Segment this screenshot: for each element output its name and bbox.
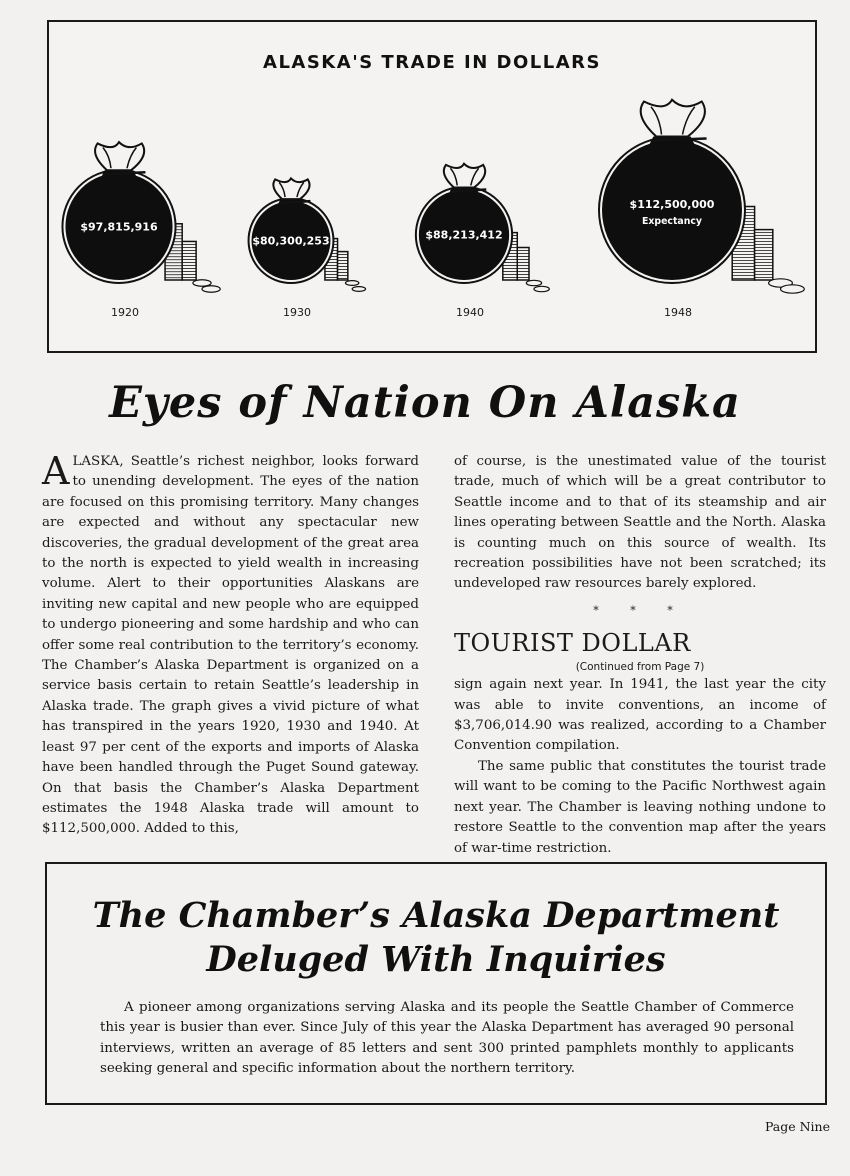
bag-value-label: $97,815,916 [80, 220, 158, 234]
article-right-column [454, 452, 826, 859]
drop-cap: A [42, 449, 70, 493]
chart-title: ALASKA'S TRADE IN DOLLARS [263, 52, 601, 73]
year-label: 1948 [664, 306, 692, 319]
continued-note: (Continued from Page 7) [575, 661, 705, 674]
article-left-text: LASKA, Seattle’s richest neighbor, looks forward to unending development. The eyes of the nation are focused on this promising territory. Many changes are expected and without any spectacular new discoveries, the gradual development of the great area to the north is expected to yield wealth in increasing volume. Alert to their opportunities Alaskans are inviting new capital and new people who are equipped to undergo pioneering and some hardship and who can offer some real contribution to the territory’s economy. The Chamber’s Alaska Department is organized on a service basis certain to retain Seattle’s leadership in Alaska trade. The graph gives a vivid picture of what has transpired in the years 1920, 1930 and 1940. At least 97 per cent of the exports and imports of Alaska have been handled through the Puget Sound gateway. On that basis the Chamber’s Alaska Department estimates the 1948 Alaska trade will amount to $112,500,000. Added to this, [42, 454, 419, 837]
trade-chart [47, 20, 817, 353]
money-bag-1940 [416, 164, 549, 319]
year-label: 1940 [456, 306, 484, 319]
money-bag-1920 [62, 142, 220, 319]
tourist-dollar-heading: TOURIST DOLLAR [454, 629, 691, 658]
year-label: 1920 [111, 306, 139, 319]
article-left-column [42, 449, 419, 840]
chamber-body: A pioneer among organizations serving Alaska and its people the Seattle Chamber of Commerce this year is busier than ever. Since July of this year the Alaska Department has averaged 90 personal interviews, written an average of 85 letters and sent 300 printed pamphlets monthly to applicants seeking general and specific information about the northern territory. [100, 1000, 794, 1077]
bag-annotation: Expectancy [641, 216, 703, 227]
money-bag-1948 [599, 100, 804, 319]
tourist-paragraph-1: sign again next year. In 1941, the last year the city was able to invite conventions, an income of $3,706,014.90 was realized, according to a Chamber Convention compilation. [454, 677, 826, 754]
bag-value-label: $80,300,253 [252, 234, 330, 248]
bag-value-label: $112,500,000 [629, 198, 715, 211]
tourist-paragraph-2: The same public that constitutes the tourist trade will want to be coming to the Pacific Northwest again next year. The Chamber is leaving nothing undone to restore Seattle to the convention map after the years of war-time restriction. [454, 758, 826, 856]
chamber-heading-line-1: The Chamber’s Alaska Department [92, 895, 780, 936]
headline: Eyes of Nation On Alaska [109, 378, 741, 428]
page-number: Page Nine [764, 1119, 830, 1134]
chamber-box [45, 862, 827, 1105]
year-label: 1930 [283, 306, 311, 319]
money-bag-pictograph [49, 22, 815, 351]
chamber-heading [47, 894, 825, 982]
bag-value-label: $88,213,412 [425, 228, 503, 242]
section-separator: * * * [593, 603, 687, 617]
article-right-text: of course, is the unestimated value of the tourist trade, much of which will be a great contributor to Seattle income and to that of its steamship and air lines operating between Seattle and the North. Alaska is counting much on this source of wealth. Its recreation possibilities have not been scratched; its undeveloped raw resources barely explored. [454, 454, 826, 592]
chamber-heading-line-2: Deluged With Inquiries [206, 939, 666, 980]
money-bag-1930 [249, 178, 366, 319]
